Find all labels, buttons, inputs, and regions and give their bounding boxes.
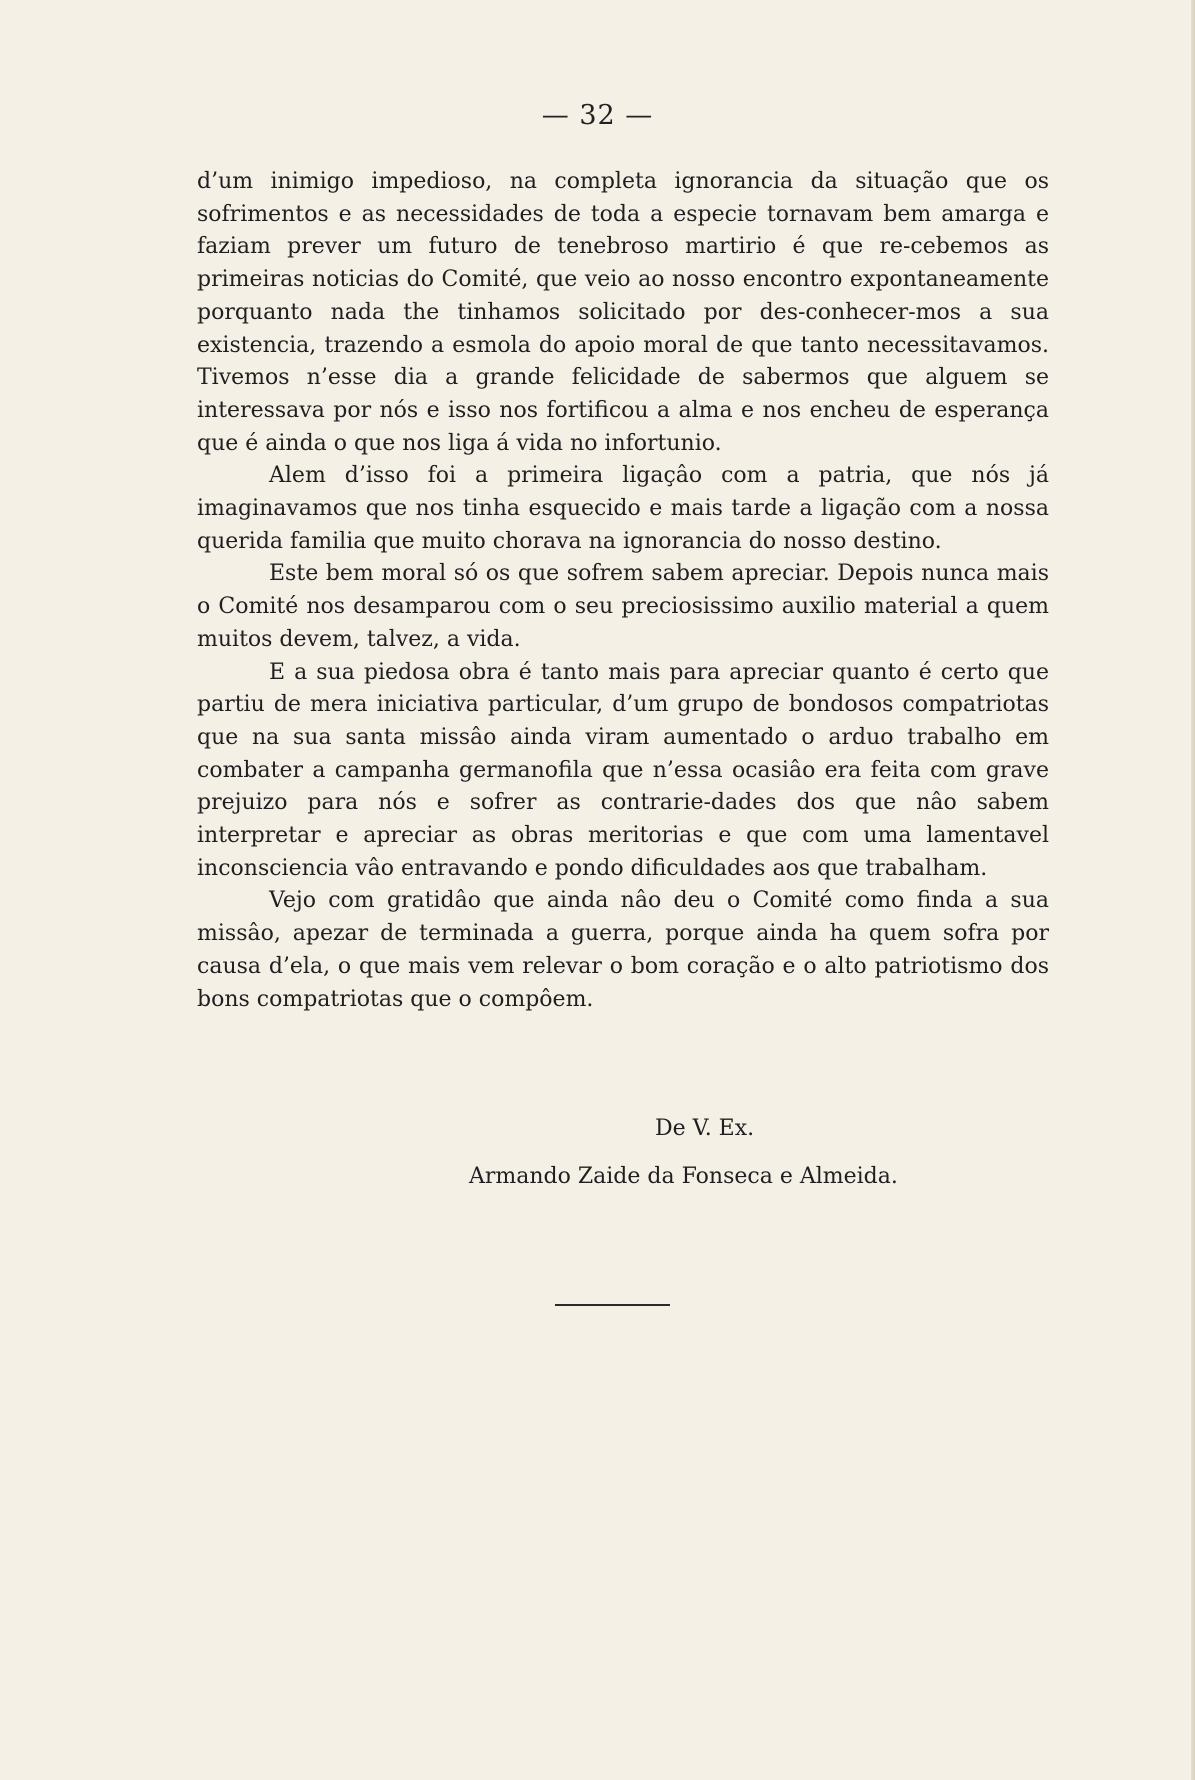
end-rule <box>555 1304 670 1306</box>
paragraph-4: E a sua piedosa obra é tanto mais para apreciar quanto é certo que partiu de mera iniciativa particular, d’um grupo de bondosos compatriotas que na sua santa missâo ainda viram aumentado o arduo trabalho em combater a campanha germanofila que n’essa ocasiâo era feita com grave prejuizo para nós e sofrer as contrarie-dades dos que nâo sabem interpretar e apreciar as obras meritorias e que com uma lamentavel inconsciencia vâo entravando e pondo dificuldades aos que trabalham. <box>197 659 1049 881</box>
page-edge-shadow <box>1191 0 1195 1780</box>
body-text <box>197 166 1049 1016</box>
page-number: — 32 — <box>541 100 654 131</box>
signature: Armando Zaide da Fonseca e Almeida. <box>469 1164 898 1189</box>
closing-greeting: De V. Ex. <box>655 1116 755 1141</box>
paragraph-3: Este bem moral só os que sofrem sabem apreciar. Depois nunca mais o Comité nos desamparou com o seu preciosissimo auxilio material a quem muitos devem, talvez, a vida. <box>197 561 1049 652</box>
paragraph-5: Vejo com gratidâo que ainda nâo deu o Comité como finda a sua missâo, apezar de terminada a guerra, porque ainda ha quem sofra por causa d’ela, o que mais vem relevar o bom coração e o alto patriotismo dos bons compatriotas que o compôem. <box>197 888 1049 1012</box>
paragraph-2: Alem d’isso foi a primeira ligaçâo com a patria, que nós já imaginavamos que nos tinha esquecido e mais tarde a ligação com a nossa querida familia que muito chorava na ignorancia do nosso destino. <box>197 463 1049 554</box>
paragraph-1: d’um inimigo impedioso, na completa ignorancia da situação que os sofrimentos e as necessidades de toda a especie tornavam bem amarga e faziam prever um futuro de tenebroso martirio é que re-cebemos as primeiras noticias do Comité, que veio ao nosso encontro expontaneamente porquanto nada the tinhamos solicitado por des-conhecer-mos a sua existencia, trazendo a esmola do apoio moral de que tanto necessitavamos. Tivemos n’esse dia a grande felicidade de sabermos que alguem se interessava por nós e isso nos fortificou a alma e nos encheu de esperança que é ainda o que nos liga á vida no infortunio. <box>197 169 1049 456</box>
